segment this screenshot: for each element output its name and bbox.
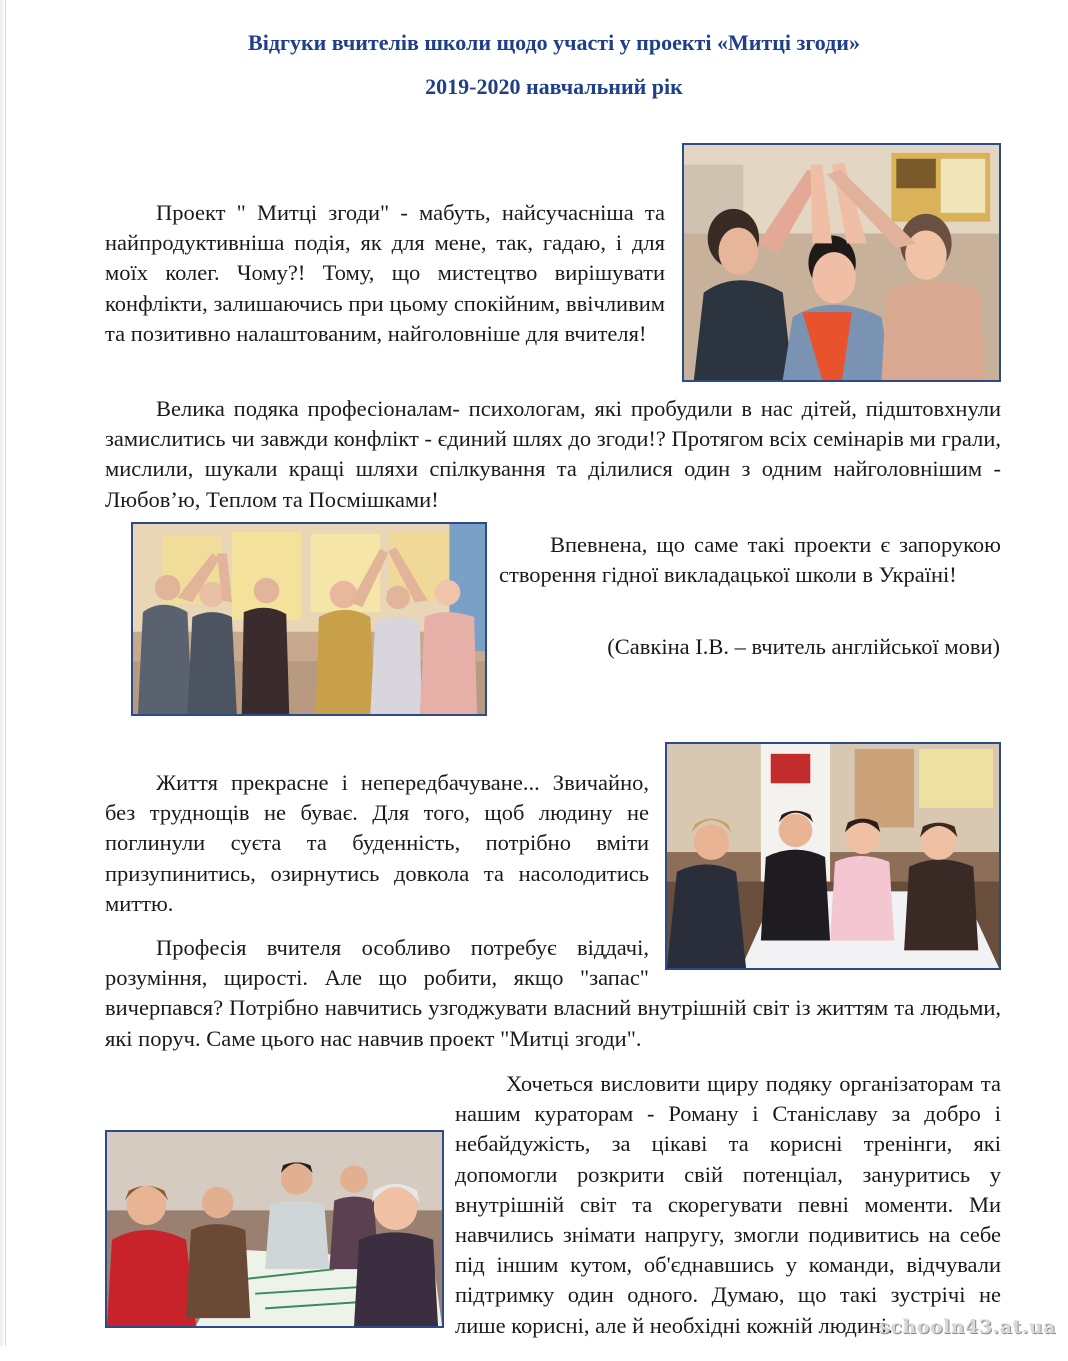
section1-text-top [105, 198, 665, 349]
section3-paragraph1 [105, 1069, 1001, 1341]
site-watermark: schooln43.at.ua [879, 1316, 1056, 1338]
section3-text [105, 1069, 1001, 1361]
section2-paragraph2-text: Професія вчителя особливо потребує віддачі, розуміння, щирості. Але що робити, якщо "запас" вичерпався? Потрібно навчитись узгоджувати власний внутрішній світ із життям та людьми, які поруч. Саме цього нас навчив проект "Митці згоди". [105, 935, 1001, 1051]
page-edge-line [5, 0, 6, 1346]
page-edge [0, 0, 3, 1346]
section3-photo-spacer [105, 1130, 455, 1361]
section2-text-left [105, 768, 649, 919]
section2-paragraph1: Життя прекрасне і непередбачуване... Звичайно, без труднощів не буває. Для того, щоб людину не поглинули суєта та буденність, потрібно вміти призупинитись, озирнутись довкола та насолодитись миттю. [105, 770, 649, 916]
photo-teachers-arch [682, 143, 1001, 382]
section1-paragraph3: Впевнена, що саме такі проекти є запорукою створення гідної викладацької школи в Україні! [499, 532, 1001, 588]
photo-group-arch [131, 522, 487, 716]
section1-text-middle [105, 394, 1001, 515]
section2-text-lower [105, 933, 1001, 1054]
section1-paragraph2: Велика подяка професіоналам- психологам, які пробудили в нас дітей, підштовхнули замислитись чи завжди конфлікт - єдиний шлях до згоди!? Протягом всіх семінарів ми грали, мислили, шукали кращі шляхи спілкування та ділилися один з одним найголовнішим - Любов’ю, Теплом та Посмішками! [105, 396, 1001, 512]
section1-paragraph1: Проект " Митці згоди" - мабуть, найсучасніша та найпродуктивніша подія, як для мене, так, гадаю, і для моїх колег. Чому?! Тому, що мистецтво вирішувати конфлікти, залишаючись при цьому спокійним, ввічливим та позитивно налаштованим, найголовніше для вчителя! [105, 200, 665, 346]
signature: (Савкіна І.В. – вчитель англійської мови) [607, 634, 1000, 659]
section2-paragraph2-wrap [105, 933, 1001, 1054]
page-subtitle: 2019-2020 навчальний рік [425, 74, 683, 99]
section1-text-right [499, 530, 1001, 590]
page-title: Відгуки вчителів школи щодо участі у проекті «Митці згоди» [248, 30, 860, 55]
section2-paragraph2 [105, 933, 1001, 1054]
section3-paragraph1-text: Хочеться висловити щиру подяку організаторам та нашим кураторам - Роману і Станіславу за добро і небайдужість, за цікаві та корисні тренінги, які допомогли розкрити свій потенціал, зануритись у внутрішній світ та скорегувати певні моменти. Ми навчились знімати напругу, змогли подивитись на себе під іншим кутом, об'єднавшись у команди, відчували підтримку один одного. Думаю, що такі зустрічі не лише корисні, але й необхідні кожній людині. [455, 1071, 1001, 1338]
